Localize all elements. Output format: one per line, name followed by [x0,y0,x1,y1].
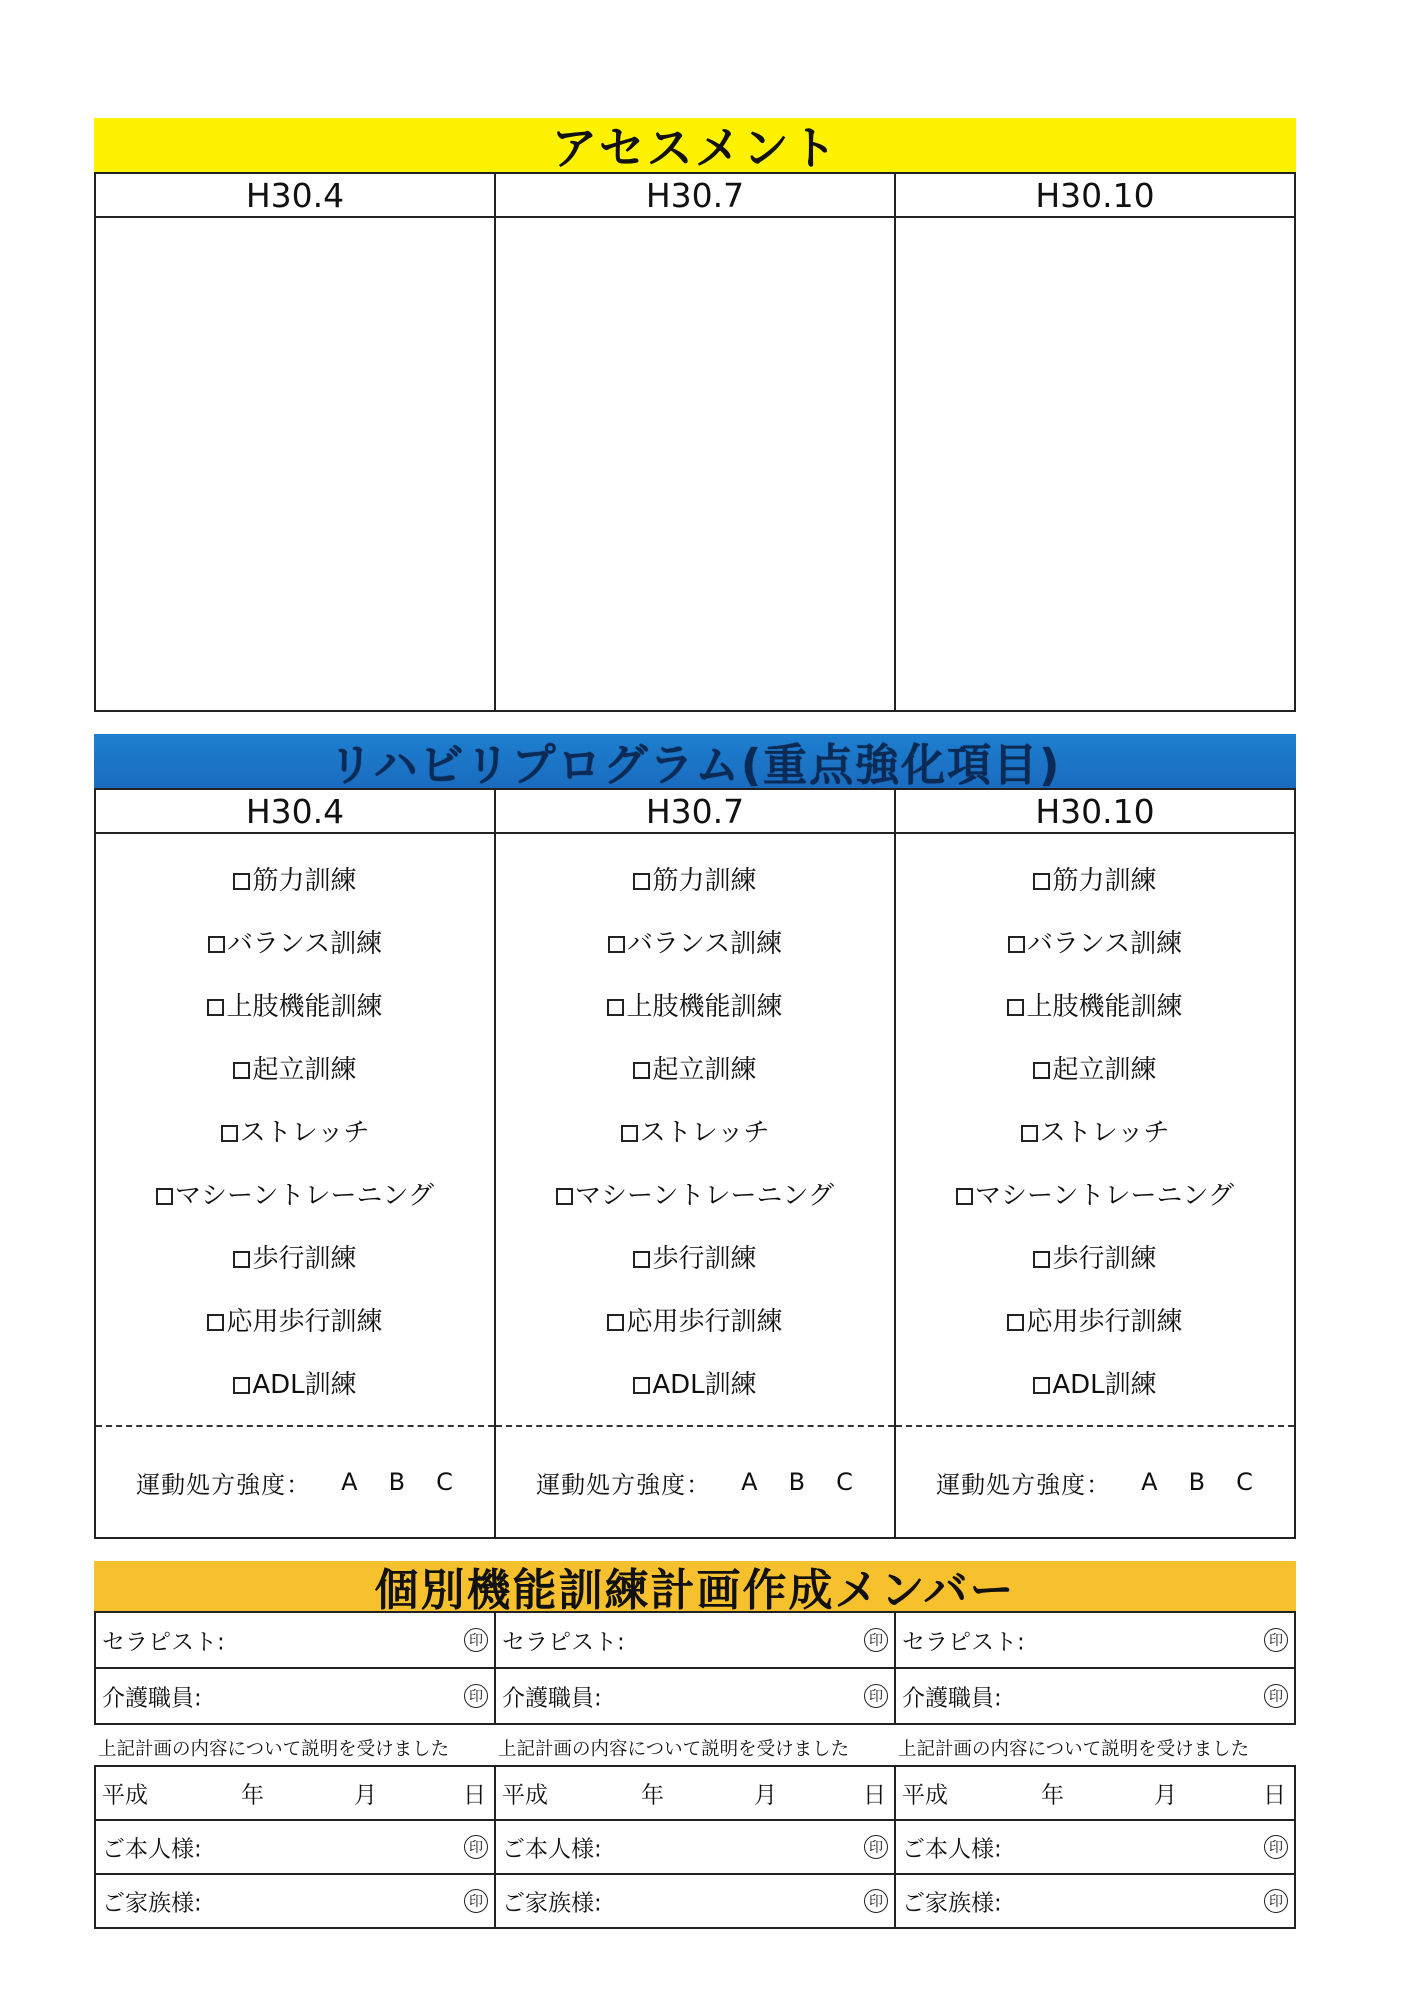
therapist-field[interactable]: セラピスト: 印 [895,1612,1295,1668]
checkbox[interactable] [1008,936,1025,953]
seal-icon: 印 [464,1684,488,1708]
intensity-label: 運動処方強度： [536,1470,712,1499]
checkbox[interactable] [608,936,625,953]
seal-icon: 印 [864,1835,888,1859]
checkbox[interactable] [956,1188,973,1205]
checkbox[interactable] [233,873,250,890]
checkbox[interactable] [633,1062,650,1079]
checklist-item[interactable]: ストレッチ [896,1102,1294,1165]
checklist-item[interactable]: 筋力訓練 [96,850,494,913]
seal-icon: 印 [1264,1889,1288,1913]
checklist-item[interactable]: 上肢機能訓練 [96,976,494,1039]
checklist-item[interactable]: バランス訓練 [896,913,1294,976]
checkbox[interactable] [633,873,650,890]
checkbox[interactable] [233,1377,250,1394]
checklist-item[interactable]: 応用歩行訓練 [96,1291,494,1354]
confirmation-note: 上記計画の内容について説明を受けました [98,1739,450,1760]
checklist-item[interactable]: 歩行訓練 [96,1228,494,1291]
members-title: 個別機能訓練計画作成メンバー [374,1565,1016,1616]
assessment-table [94,172,1296,712]
checkbox[interactable] [633,1377,650,1394]
seal-icon: 印 [1264,1835,1288,1859]
exercise-intensity [496,1427,894,1537]
program-period-1: H30.4 [95,789,495,833]
checkbox[interactable] [633,1251,650,1268]
checkbox[interactable] [556,1188,573,1205]
assessment-period-1: H30.4 [95,173,495,217]
grade-a[interactable]: A [341,1468,359,1496]
checkbox[interactable] [1007,1314,1024,1331]
grade-b[interactable]: B [788,1468,807,1496]
program-title: リハビリプログラム(重点強化項目) [328,740,1062,791]
seal-icon: 印 [864,1889,888,1913]
seal-icon: 印 [864,1684,888,1708]
checkbox[interactable] [1033,873,1050,890]
person-signature-field[interactable]: ご本人様: 印 [95,1820,495,1874]
grade-a[interactable]: A [741,1468,759,1496]
family-signature-field[interactable]: ご家族様: 印 [495,1874,895,1928]
checklist-item[interactable]: バランス訓練 [96,913,494,976]
checklist-item[interactable]: ADL訓練 [96,1354,494,1417]
program-column [895,833,1295,1538]
checklist-item[interactable]: 起立訓練 [496,1039,894,1102]
grade-a[interactable]: A [1141,1468,1159,1496]
seal-icon: 印 [464,1628,488,1652]
checklist-item[interactable]: 歩行訓練 [896,1228,1294,1291]
date-field[interactable]: 平成 年 月 日 [895,1766,1295,1820]
seal-icon: 印 [1264,1684,1288,1708]
checkbox[interactable] [207,999,224,1016]
intensity-label: 運動処方強度： [936,1470,1112,1499]
program-column [495,833,895,1538]
checklist-item[interactable]: 起立訓練 [896,1039,1294,1102]
person-signature-field[interactable]: ご本人様: 印 [495,1820,895,1874]
date-field[interactable]: 平成 年 月 日 [495,1766,895,1820]
checklist-item[interactable]: 筋力訓練 [896,850,1294,913]
checklist-item[interactable]: 上肢機能訓練 [896,976,1294,1039]
checklist-item[interactable]: マシーントレーニング [496,1165,894,1228]
checklist-item[interactable]: ストレッチ [96,1102,494,1165]
assessment-period-2: H30.7 [495,173,895,217]
checkbox[interactable] [1021,1125,1038,1142]
checklist-item[interactable]: ADL訓練 [896,1354,1294,1417]
checklist-item[interactable]: 起立訓練 [96,1039,494,1102]
therapist-field[interactable]: セラピスト: 印 [95,1612,495,1668]
grade-c[interactable]: C [436,1468,454,1496]
confirmation-note: 上記計画の内容について説明を受けました [498,1739,850,1760]
checklist-item[interactable]: ストレッチ [496,1102,894,1165]
grade-b[interactable]: B [1188,1468,1207,1496]
assessment-entry-1[interactable] [95,217,495,711]
confirmation-table [94,1765,1296,1929]
seal-icon: 印 [464,1889,488,1913]
checklist-item[interactable]: バランス訓練 [496,913,894,976]
program-period-3: H30.10 [895,789,1295,833]
confirmation-note: 上記計画の内容について説明を受けました [898,1739,1250,1760]
assessment-entry-2[interactable] [495,217,895,711]
care-staff-field[interactable]: 介護職員: 印 [495,1668,895,1724]
members-header [94,1561,1296,1616]
checkbox[interactable] [1033,1251,1050,1268]
seal-icon: 印 [1264,1628,1288,1652]
program-column [95,833,495,1538]
family-signature-field[interactable]: ご家族様: 印 [95,1874,495,1928]
program-table [94,788,1296,1539]
checkbox[interactable] [1007,999,1024,1016]
checklist-item[interactable]: 応用歩行訓練 [896,1291,1294,1354]
program-checklist [896,834,1294,1417]
checkbox[interactable] [207,1314,224,1331]
exercise-intensity [896,1427,1294,1537]
checklist-item[interactable]: 上肢機能訓練 [496,976,894,1039]
checklist-item[interactable]: 応用歩行訓練 [496,1291,894,1354]
exercise-intensity [96,1427,494,1537]
checklist-item[interactable]: マシーントレーニング [96,1165,494,1228]
grade-c[interactable]: C [836,1468,854,1496]
program-header [94,734,1296,791]
seal-icon: 印 [864,1628,888,1652]
checkbox[interactable] [621,1125,638,1142]
checklist-item[interactable]: 歩行訓練 [496,1228,894,1291]
checkbox[interactable] [156,1188,173,1205]
checkbox[interactable] [1033,1062,1050,1079]
intensity-label: 運動処方強度： [136,1470,312,1499]
confirmation-notes [94,1725,1296,1765]
care-staff-field[interactable]: 介護職員: 印 [895,1668,1295,1724]
checklist-item[interactable]: マシーントレーニング [896,1165,1294,1228]
assessment-header [94,118,1296,175]
assessment-title: アセスメント [551,121,839,175]
checkbox[interactable] [607,1314,624,1331]
program-checklist [96,834,494,1417]
care-staff-field[interactable]: 介護職員: 印 [95,1668,495,1724]
checklist-item[interactable]: ADL訓練 [496,1354,894,1417]
therapist-field[interactable]: セラピスト: 印 [495,1612,895,1668]
program-checklist [496,834,894,1417]
checkbox[interactable] [233,1251,250,1268]
program-period-2: H30.7 [495,789,895,833]
date-field[interactable]: 平成 年 月 日 [95,1766,495,1820]
checkbox[interactable] [607,999,624,1016]
seal-icon: 印 [464,1835,488,1859]
members-table [94,1611,1296,1725]
family-signature-field[interactable]: ご家族様: 印 [895,1874,1295,1928]
assessment-entry-3[interactable] [895,217,1295,711]
checkbox[interactable] [221,1125,238,1142]
checkbox[interactable] [233,1062,250,1079]
checkbox[interactable] [208,936,225,953]
assessment-period-3: H30.10 [895,173,1295,217]
form-sheet [94,118,1296,1929]
grade-b[interactable]: B [388,1468,407,1496]
grade-c[interactable]: C [1236,1468,1254,1496]
person-signature-field[interactable]: ご本人様: 印 [895,1820,1295,1874]
checkbox[interactable] [1033,1377,1050,1394]
checklist-item[interactable]: 筋力訓練 [496,850,894,913]
